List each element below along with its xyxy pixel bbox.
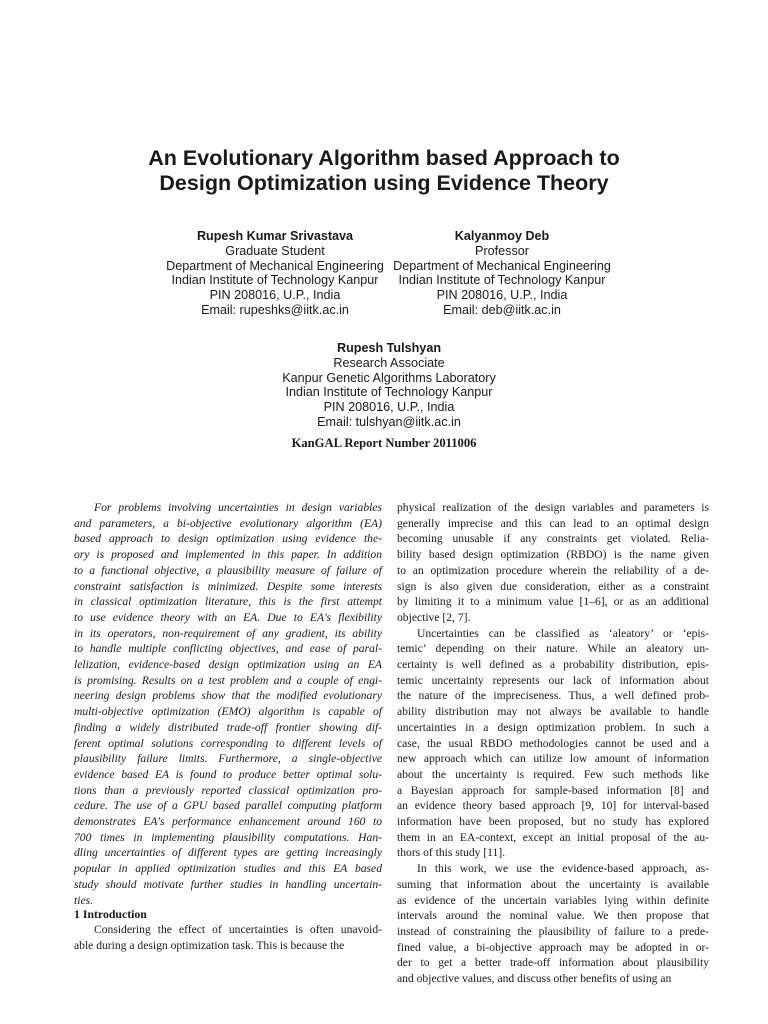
author-email: Email: deb@iitk.ac.in xyxy=(443,302,561,317)
text-line: multi-objective optimization (EMO) algorithm is capable of xyxy=(74,705,382,719)
text-line: dling uncertainties of different types are getting increasingly xyxy=(74,846,382,860)
text-line: based approach to design optimization using evidence the- xyxy=(74,532,382,546)
text-line: intervals around the nominal value. We then propose that xyxy=(397,909,709,923)
text-line: For problems involving uncertainties in design variables xyxy=(94,501,382,514)
author-1 xyxy=(164,229,386,318)
author-2 xyxy=(390,229,614,318)
author-name: Rupesh Tulshyan xyxy=(336,341,442,355)
introduction-text xyxy=(74,922,382,953)
text-line: plausibility failure limits. Furthermore, a single-objective xyxy=(74,752,382,766)
text-line: neering design problems show that the modified evolutionary xyxy=(74,689,382,703)
text-line: popular in applied optimization studies and this EA based xyxy=(74,862,382,876)
title-line-1: An Evolutionary Algorithm based Approach to xyxy=(148,146,620,170)
report-number: KanGAL Report Number 2011006 xyxy=(291,436,477,450)
author-dept: Department of Mechanical Engineering xyxy=(393,258,611,273)
text-line: finding a widely distributed trade-off frontier showing dif- xyxy=(74,720,382,734)
text-line: as evidence of the uncertain variables lying within definite xyxy=(397,893,709,907)
text-line: study should motivate further studies in handling uncertain- xyxy=(74,877,382,891)
text-line: generally imprecise and this can lead to an optimal design xyxy=(397,516,709,530)
text-line: ability distribution may not always be available to handle xyxy=(397,705,709,719)
text-line: sign is also given due consideration, either as a constraint xyxy=(397,579,709,593)
text-line: an evidence theory based approach [9, 10] for interval-based xyxy=(397,799,709,813)
text-line: In this work, we use the evidence-based approach, as- xyxy=(417,862,709,876)
text-line: ties. xyxy=(74,893,93,907)
text-line: to a functional objective, a plausibility measure of failure of xyxy=(74,563,382,577)
author-role: Research Associate xyxy=(333,355,445,370)
text-line: and objective values, and discuss other benefits of using an xyxy=(397,972,672,986)
text-line: ory is proposed and implemented in this paper. In addition xyxy=(74,548,382,562)
title-line-2: Design Optimization using Evidence Theory xyxy=(159,171,609,195)
text-line: becoming unusable if any constraints get violated. Relia- xyxy=(397,532,709,546)
text-line: a Bayesian approach for sample-based information [8] and xyxy=(397,783,709,797)
author-email: Email: tulshyan@iitk.ac.in xyxy=(317,414,461,429)
text-line: certainty is well defined as a probability distribution, epis- xyxy=(397,658,709,672)
text-line: them in an EA-context, except an initial proposal of the au- xyxy=(397,830,709,844)
text-line: lelization, evidence-based design optimization using an EA xyxy=(74,658,382,672)
text-line: to handle multiple conflicting objectives, and ease of paral- xyxy=(74,642,382,656)
text-line: temic uncertainty represents our lack of information about xyxy=(397,673,709,687)
text-line: by limiting it to a minimum value [1–6], or as an additional xyxy=(397,595,709,609)
text-line: thors of this study [11]. xyxy=(397,846,506,860)
text-line: is promising. Results on a test problem and a couple of engi- xyxy=(74,673,382,687)
text-line: able during a design optimization task. This is because the xyxy=(74,938,345,952)
text-line: 700 times in implementing plausibility computations. Han- xyxy=(74,830,382,844)
text-line: tions than a previously reported classical optimization pro- xyxy=(74,783,382,797)
author-3 xyxy=(274,341,504,430)
author-institute: Indian Institute of Technology Kanpur xyxy=(398,273,606,288)
text-line: to an optimization procedure wherein the reliability of a de- xyxy=(397,563,709,577)
text-line: constraint satisfaction is minimized. Despite some interests xyxy=(74,579,382,593)
text-line: and parameters, a bi-objective evolutionary algorithm (EA) xyxy=(74,516,382,530)
text-line: in classical optimization literature, this is the first attempt xyxy=(74,595,382,609)
text-line: uncertainties in a design optimization problem. In such a xyxy=(397,720,709,734)
author-pin: PIN 208016, U.P., India xyxy=(209,288,341,303)
text-line: physical realization of the design variables and parameters is xyxy=(397,501,709,514)
author-institute: Indian Institute of Technology Kanpur xyxy=(171,273,379,288)
text-line: instead of constraining the plausibility of failure to a prede- xyxy=(397,924,709,938)
author-name: Rupesh Kumar Srivastava xyxy=(196,229,354,243)
text-line: new approach which can utilize low amount of information xyxy=(397,752,709,766)
section-heading: 1 Introduction xyxy=(74,907,147,921)
text-line: bility based design optimization (RBDO) is the name given xyxy=(397,548,709,562)
text-line: fined value, a bi-objective approach may be adopted in or- xyxy=(397,940,709,954)
text-line: der to get a better trade-off information about plausibility xyxy=(397,956,709,970)
text-line: Uncertainties can be classified as ‘aleatory’ or ‘epis- xyxy=(417,626,709,640)
text-line: evidence based EA is found to produce better optimal solu- xyxy=(74,767,382,781)
author-dept: Kanpur Genetic Algorithms Laboratory xyxy=(282,370,496,385)
author-name: Kalyanmoy Deb xyxy=(454,229,550,243)
text-line: cedure. The use of a GPU based parallel computing platform xyxy=(74,799,382,813)
text-line: information have been proposed, but no study has explored xyxy=(397,815,709,829)
author-pin: PIN 208016, U.P., India xyxy=(436,288,568,303)
text-line: case, the usual RBDO methodologies cannot be used and a xyxy=(397,736,709,750)
author-email: Email: rupeshks@iitk.ac.in xyxy=(201,302,349,317)
text-line: in its operators, non-requirement of any gradient, its ability xyxy=(74,626,382,640)
text-line: demonstrates EA's performance enhancement around 160 to xyxy=(74,815,382,829)
text-line: about the uncertainty is required. Few such methods like xyxy=(397,767,709,781)
text-line: the nature of the impreciseness. Thus, a well defined prob- xyxy=(397,689,709,703)
right-column-text xyxy=(397,500,709,987)
text-line: suming that information about the uncertainty is available xyxy=(397,877,709,891)
text-line: to use evidence theory with an EA. Due to EA's flexibility xyxy=(74,610,382,624)
author-role: Professor xyxy=(475,243,529,258)
author-institute: Indian Institute of Technology Kanpur xyxy=(285,385,493,400)
author-dept: Department of Mechanical Engineering xyxy=(166,258,384,273)
text-line: temic’ depending on their nature. While an aleatory un- xyxy=(397,642,709,656)
abstract xyxy=(74,500,382,908)
text-line: ferent optimal solutions corresponding to different levels of xyxy=(74,736,382,750)
paper-title xyxy=(0,146,768,196)
text-line: objective [2, 7]. xyxy=(397,610,471,624)
author-role: Graduate Student xyxy=(225,243,325,258)
text-line: Considering the effect of uncertainties is often unavoid- xyxy=(94,923,382,936)
author-pin: PIN 208016, U.P., India xyxy=(323,400,455,415)
